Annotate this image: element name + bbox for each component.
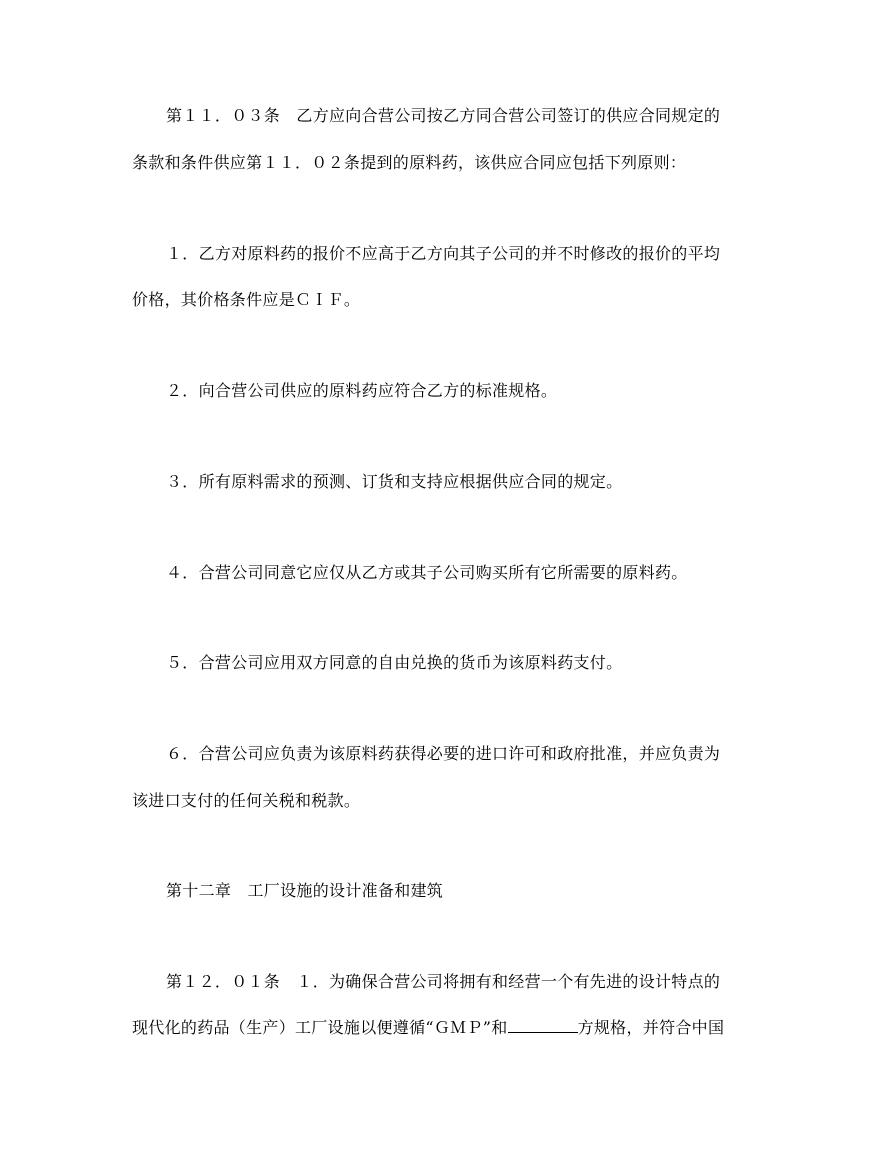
article-11-03-line-1: 第１１．０３条 乙方应向合营公司按乙方同合营公司签订的供应合同规定的 (166, 106, 721, 125)
item-6-line-1: ６．合营公司应负责为该原料药获得必要的进口许可和政府批准，并应负责为 (166, 744, 721, 763)
item-5-line: ５．合营公司应用双方同意的自由兑换的货币为该原料药支付。 (166, 653, 623, 672)
item-1-line-2: 价格，其价格条件应是ＣＩＦ。 (132, 290, 361, 309)
item-3-line: ３．所有原料需求的预测、订货和支持应根据供应合同的规定。 (166, 472, 623, 491)
article-11-03-line-2: 条款和条件供应第１１．０２条提到的原料药，该供应合同应包括下列原则： (132, 153, 687, 172)
article-12-01-line-1: 第１２．０１条 １．为确保合营公司将拥有和经营一个有先进的设计特点的 (166, 972, 721, 991)
item-6-line-2: 该进口支付的任何关税和税款。 (132, 791, 361, 810)
article-12-01-line-2-after: 方规格，并符合中国 (577, 1018, 725, 1037)
article-12-01-line-2 (0, 1018, 893, 1038)
fill-in-blank (508, 1018, 578, 1033)
item-1-line-1: １．乙方对原料药的报价不应高于乙方向其子公司的并不时修改的报价的平均 (166, 244, 721, 263)
article-12-01-line-2-before: 现代化的药品（生产）工厂设施以便遵循“ＧＭＰ”和 (132, 1018, 508, 1037)
item-2-line: ２．向合营公司供应的原料药应符合乙方的标准规格。 (166, 381, 558, 400)
item-4-line: ４．合营公司同意它应仅从乙方或其子公司购买所有它所需要的原料药。 (166, 563, 688, 582)
chapter-12-heading: 第十二章 工厂设施的设计准备和建筑 (166, 881, 444, 900)
